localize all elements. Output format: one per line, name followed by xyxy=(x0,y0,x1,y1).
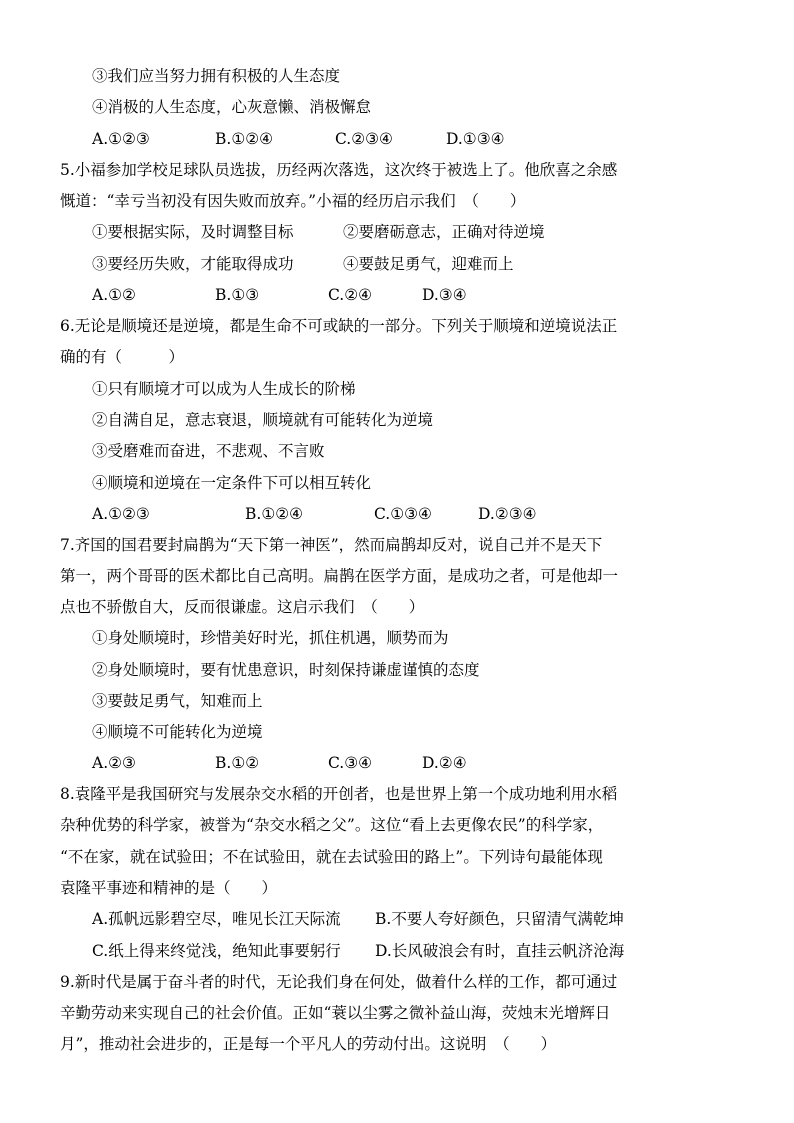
q6-choice-a[interactable]: A.①②③ xyxy=(92,505,150,523)
q7-stem-line-3: 点也不骄傲自大，反而很谦虚。这启示我们 （ ） xyxy=(60,598,425,616)
q6-option-1: ①只有顺境才可以成为人生成长的阶梯 xyxy=(92,380,356,398)
q7-stem-line-2: 第一，两个哥哥的医术都比自己高明。扁鹊在医学方面，是成功之者，可是他却一 xyxy=(60,567,619,585)
q7-option-2: ②身处顺境时，要有忧患意识，时刻保持谦虚谨慎的态度 xyxy=(92,661,480,679)
q6-stem-line-1: 6.无论是顺境还是逆境，都是生命不可或缺的一部分。下列关于顺境和逆境说法正 xyxy=(60,317,618,335)
q4-choice-c[interactable]: C.②③④ xyxy=(335,130,393,148)
q4-choice-d[interactable]: D.①③④ xyxy=(446,130,505,148)
q8-choice-b[interactable]: B.不要人夸好颜色，只留清气满乾坤 xyxy=(375,910,624,928)
q5-option-2: ②要磨砺意志，正确对待逆境 xyxy=(343,223,545,241)
q4-choice-b[interactable]: B.①②④ xyxy=(215,130,274,148)
q7-choice-a[interactable]: A.②③ xyxy=(92,754,136,772)
q6-option-2: ②自满自足，意志衰退，顺境就有可能转化为逆境 xyxy=(92,411,434,429)
q5-option-1: ①要根据实际，及时调整目标 xyxy=(92,223,294,241)
q6-option-3: ③受磨难而奋进，不悲观、不言败 xyxy=(92,442,325,460)
q6-choice-b[interactable]: B.①②④ xyxy=(245,505,304,523)
q8-stem-line-1: 8.袁隆平是我国研究与发展杂交水稻的开创者，也是世界上第一个成功地利用水稻 xyxy=(60,785,618,803)
q7-option-3: ③要鼓足勇气，知难而上 xyxy=(92,692,263,710)
q4-choice-a[interactable]: A.①②③ xyxy=(92,130,150,148)
q4-option-4: ④消极的人生态度，心灰意懒、消极懈怠 xyxy=(92,98,372,116)
q5-choice-a[interactable]: A.①② xyxy=(92,286,136,304)
q7-choice-b[interactable]: B.①② xyxy=(215,754,260,772)
q7-option-1: ①身处顺境时，珍惜美好时光，抓住机遇，顺势而为 xyxy=(92,629,449,647)
q5-choice-d[interactable]: D.③④ xyxy=(422,286,467,304)
q9-stem-line-1: 9.新时代是属于奋斗者的时代，无论我们身在何处，做着什么样的工作，都可通过 xyxy=(60,973,618,991)
q8-choice-a[interactable]: A.孤帆远影碧空尽，唯见长江天际流 xyxy=(92,910,341,928)
q6-choice-c[interactable]: C.①③④ xyxy=(374,505,432,523)
q9-stem-line-2: 辛勤劳动来实现自己的社会价值。正如“蓑以尘雾之微补益山海，荧烛末光增辉日 xyxy=(60,1004,611,1022)
q7-choice-d[interactable]: D.②④ xyxy=(422,754,467,772)
q5-option-4: ④要鼓足勇气，迎难而上 xyxy=(343,255,514,273)
q8-choice-d[interactable]: D.长风破浪会有时，直挂云帆济沧海 xyxy=(375,942,625,960)
q9-stem-line-3: 月”，推动社会进步的，正是每一个平凡人的劳动付出。这说明 （ ） xyxy=(60,1035,557,1053)
q7-option-4: ④顺境不可能转化为逆境 xyxy=(92,723,263,741)
q8-stem-line-3: “不在家，就在试验田；不在试验田，就在去试验田的路上”。下列诗句最能体现 xyxy=(60,848,603,866)
q5-choice-c[interactable]: C.②④ xyxy=(328,286,373,304)
q5-choice-b[interactable]: B.①③ xyxy=(215,286,260,304)
q5-stem-line-2: 慨道：“幸亏当初没有因失败而放弃。”小福的经历启示我们 （ ） xyxy=(60,192,526,210)
q7-choice-c[interactable]: C.③④ xyxy=(328,754,373,772)
q6-choice-d[interactable]: D.②③④ xyxy=(478,505,537,523)
q5-stem-line-1: 5.小福参加学校足球队员选拔，历经两次落选，这次终于被选上了。他欣喜之余感 xyxy=(60,161,618,179)
q6-option-4: ④顺境和逆境在一定条件下可以相互转化 xyxy=(92,474,372,492)
q8-stem-line-4: 袁隆平事迹和精神的是（ ） xyxy=(60,879,278,897)
q6-stem-line-2: 确的有（ ） xyxy=(60,348,185,366)
q4-option-3: ③我们应当努力拥有积极的人生态度 xyxy=(92,67,341,85)
q7-stem-line-1: 7.齐国的国君要封扁鹊为“天下第一神医”，然而扁鹊却反对，说自己并不是天下 xyxy=(60,536,603,554)
q8-choice-c[interactable]: C.纸上得来终觉浅，绝知此事要躬行 xyxy=(92,942,341,960)
q8-stem-line-2: 杂种优势的科学家，被誉为“杂交水稻之父”。这位“看上去更像农民”的科学家， xyxy=(60,816,604,834)
q5-option-3: ③要经历失败，才能取得成功 xyxy=(92,255,294,273)
